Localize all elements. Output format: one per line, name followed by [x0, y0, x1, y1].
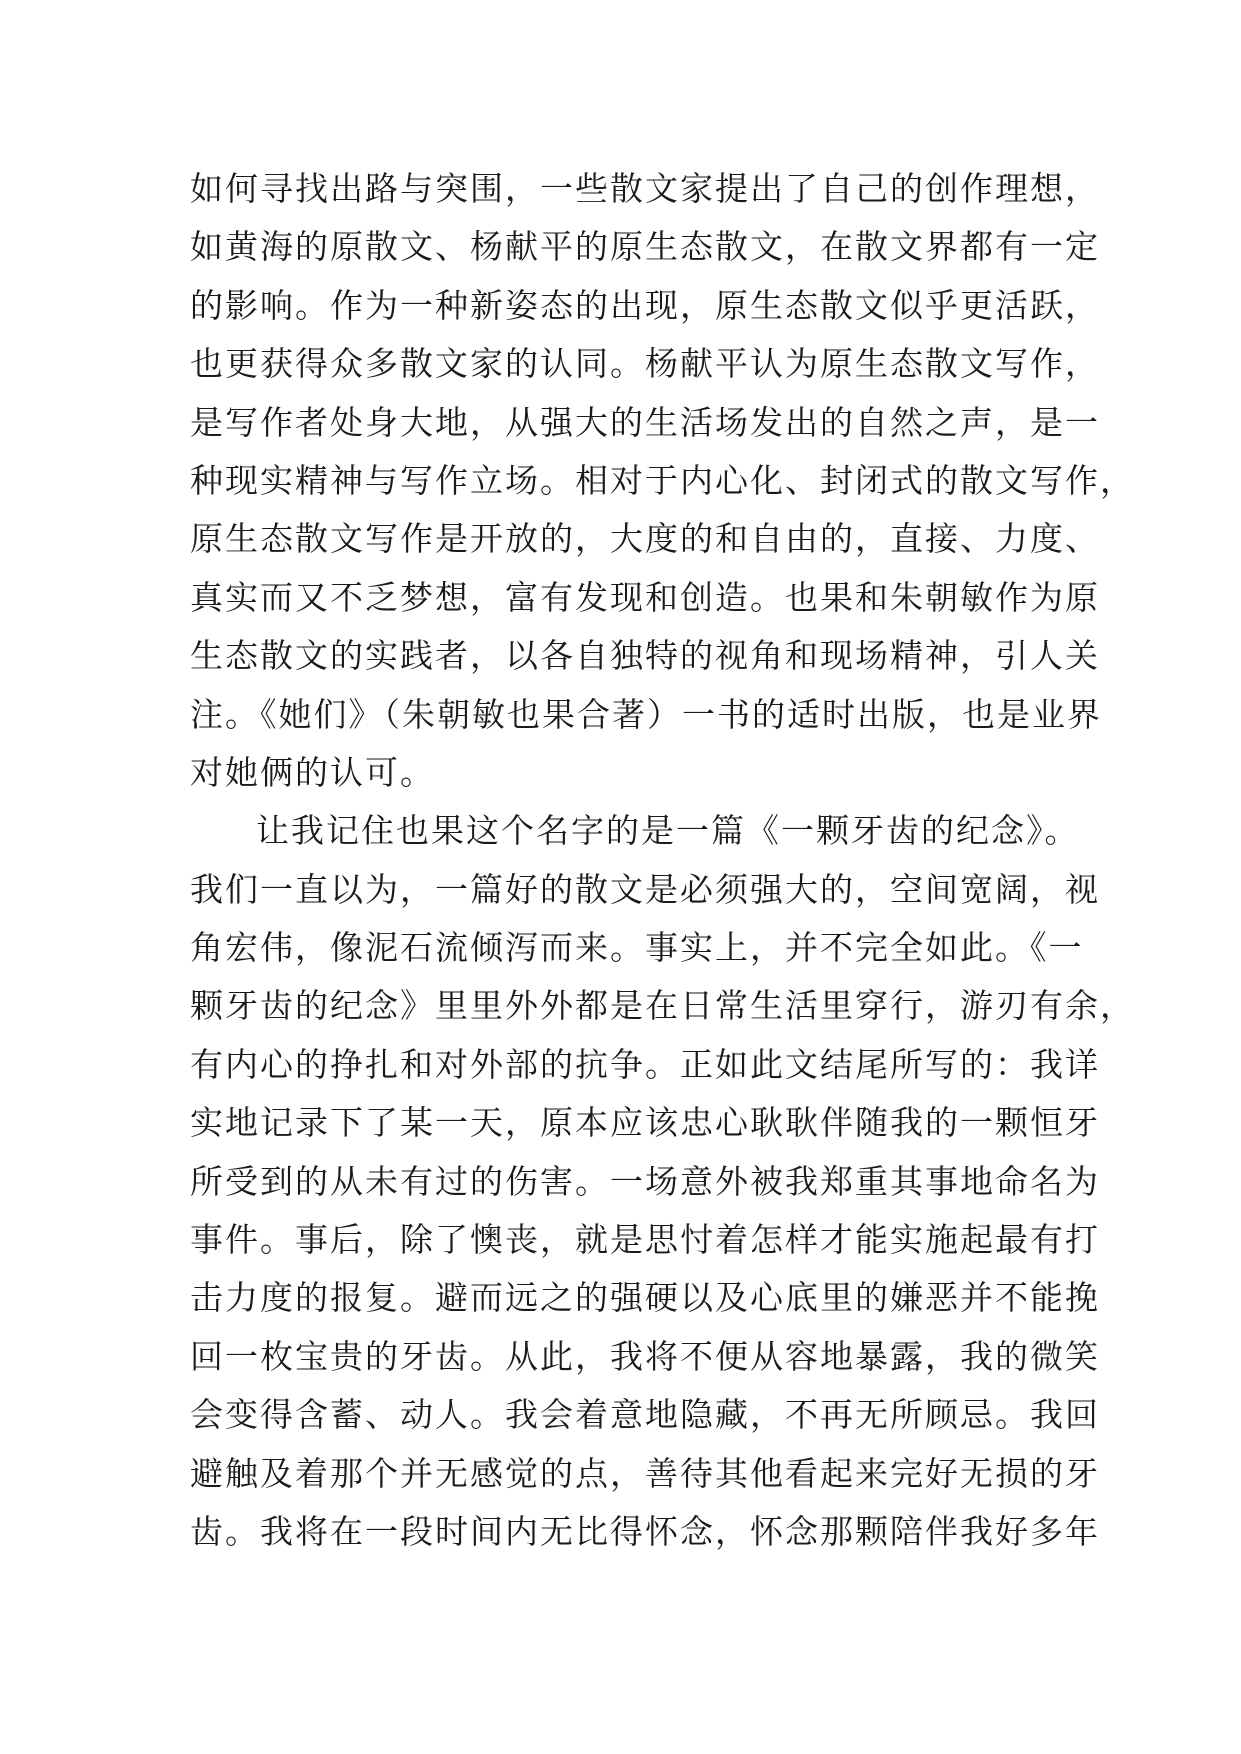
text-line: 回一枚宝贵的牙齿。从此，我将不便从容地暴露，我的微笑 [190, 1336, 1100, 1376]
text-line: 种现实精神与写作立场。相对于内心化、封闭式的散文写作， [190, 460, 1135, 500]
text-line: 击力度的报复。避而远之的强硬以及心底里的嫌恶并不能挽 [190, 1278, 1100, 1318]
text-line: 事件。事后，除了懊丧，就是思忖着怎样才能实施起最有打 [190, 1220, 1100, 1260]
text-line: 的影响。作为一种新姿态的出现，原生态散文似乎更活跃， [190, 285, 1100, 325]
text-line: 有内心的挣扎和对外部的抗争。正如此文结尾所写的：我详 [190, 1044, 1100, 1084]
text-line: 如黄海的原散文、杨献平的原生态散文，在散文界都有一定 [190, 227, 1100, 267]
text-line: 真实而又不乏梦想，富有发现和创造。也果和朱朝敏作为原 [190, 577, 1100, 617]
text-line: 原生态散文写作是开放的，大度的和自由的，直接、力度、 [190, 519, 1100, 559]
essay-body [190, 160, 1135, 1561]
text-line: 会变得含蓄、动人。我会着意地隐藏，不再无所顾忌。我回 [190, 1395, 1100, 1435]
text-line: 角宏伟，像泥石流倾泻而来。事实上，并不完全如此。《一 [190, 928, 1084, 968]
text-line: 生态散文的实践者，以各自独特的视角和现场精神，引人关 [190, 636, 1100, 676]
text-line: 也更获得众多散文家的认同。杨献平认为原生态散文写作， [190, 344, 1100, 384]
text-line: 避触及着那个并无感觉的点，善待其他看起来完好无损的牙 [190, 1453, 1100, 1493]
text-line: 对她俩的认可。 [190, 752, 435, 792]
text-line: 注。《她们》（朱朝敏也果合著）一书的适时出版，也是业界 [190, 694, 1102, 734]
text-line: 让我记住也果这个名字的是一篇《一颗牙齿的纪念》。 [256, 811, 1080, 851]
text-line: 我们一直以为，一篇好的散文是必须强大的，空间宽阔，视 [190, 869, 1100, 909]
text-line: 如何寻找出路与突围，一些散文家提出了自己的创作理想， [190, 169, 1100, 208]
paragraph [190, 802, 1135, 1561]
text-line: 齿。我将在一段时间内无比得怀念，怀念那颗陪伴我好多年 [190, 1511, 1100, 1551]
text-line: 颗牙齿的纪念》里里外外都是在日常生活里穿行，游刃有余， [190, 986, 1135, 1026]
text-line: 所受到的从未有过的伤害。一场意外被我郑重其事地命名为 [190, 1161, 1100, 1201]
text-line: 实地记录下了某一天，原本应该忠心耿耿伴随我的一颗恒牙 [190, 1103, 1100, 1143]
text-line: 是写作者处身大地，从强大的生活场发出的自然之声，是一 [190, 402, 1100, 442]
paragraph [190, 160, 1135, 802]
